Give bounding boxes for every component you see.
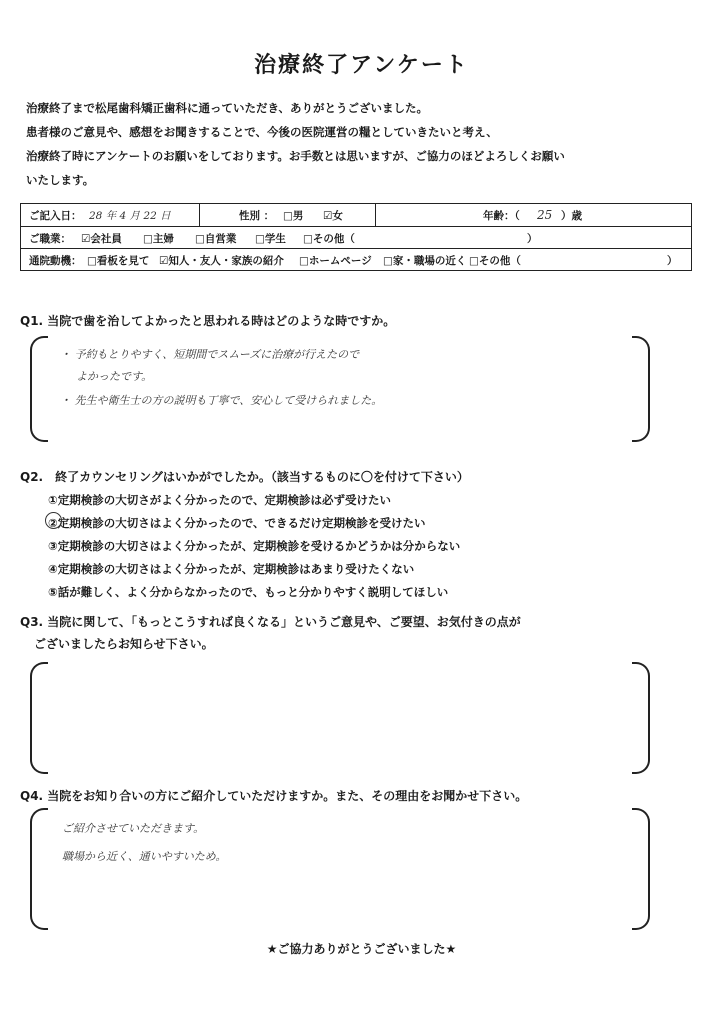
q4-answer-line-2[interactable]: 職場から近く、通いやすいため。 (62, 850, 227, 863)
q1-bracket-right (632, 336, 650, 442)
q2-selected-circle (45, 512, 62, 529)
q1-question: Q1. 当院で歯を治してよかったと思われる時はどのような時ですか。 (20, 314, 396, 328)
q2-question: Q2. 終了カウンセリングはいかがでしたか。（該当するものに〇を付けて下さい） (20, 470, 469, 484)
job-label: ご職業： (29, 232, 71, 245)
q3-bracket-left (30, 662, 48, 774)
q2-option-4[interactable]: ④定期検診の大切さはよく分かったが、定期検診はあまり受けたくない (48, 562, 415, 576)
age-suffix: ）歳 (561, 209, 582, 222)
q4-bracket-right (632, 808, 650, 930)
date-label: ご記入日： (29, 209, 82, 222)
age-value[interactable]: 25 (537, 208, 553, 222)
patient-info-table (20, 203, 692, 271)
motive-option-referral[interactable]: ☑知人・友人・家族の紹介 (159, 254, 284, 267)
intro-line-4: いたします。 (26, 173, 95, 187)
info-row-date (21, 204, 691, 226)
job-option-student[interactable]: □学生 (255, 232, 286, 245)
job-option-housewife[interactable]: □主婦 (143, 232, 174, 245)
motive-option-other[interactable]: □その他（ (469, 254, 521, 267)
q3-bracket-right (632, 662, 650, 774)
job-option-company[interactable]: ☑会社員 (81, 232, 122, 245)
divider (199, 204, 200, 226)
q2-option-1[interactable]: ①定期検診の大切さがよく分かったので、定期検診は必ず受けたい (48, 493, 392, 507)
footer-thanks: ★ご協力ありがとうございました★ (266, 942, 457, 956)
q4-bracket-left (30, 808, 48, 930)
date-value[interactable]: 28 年 4 月 22 日 (89, 209, 171, 222)
q2-option-2[interactable]: ②定期検診の大切さはよく分かったので、できるだけ定期検診を受けたい (48, 516, 426, 530)
q1-answer-line-2[interactable]: よかったです。 (76, 370, 153, 383)
q1-bracket-left (30, 336, 48, 442)
info-row-motive (21, 248, 691, 271)
q3-answer-area[interactable] (52, 666, 628, 768)
q3-question-line-1: Q3. 当院に関して、「もっとこうすれば良くなる」というご意見や、ご要望、お気付きの点が (20, 615, 521, 629)
motive-option-homepage[interactable]: □ホームページ (299, 254, 372, 267)
q3-question-line-2: ございましたらお知らせ下さい。 (34, 637, 214, 651)
job-option-selfemployed[interactable]: □自営業 (195, 232, 237, 245)
motive-label: 通院動機： (29, 254, 82, 267)
q4-question: Q4. 当院をお知り合いの方にご紹介していただけますか。また、その理由をお聞かせ下さい。 (20, 789, 528, 803)
gender-label: 性別 ： (239, 209, 275, 222)
gender-female-checkbox[interactable]: ☑女 (323, 209, 343, 222)
q4-answer-line-1[interactable]: ご紹介させていただきます。 (62, 822, 205, 835)
q1-answer-line-1[interactable]: ・ 予約もとりやすく、短期間でスムーズに治療が行えたので (60, 348, 360, 361)
age-label: 年齢：（ (483, 209, 520, 222)
gender-male-checkbox[interactable]: □男 (283, 209, 304, 222)
q1-answer-line-3[interactable]: ・ 先生や衛生士の方の説明も丁寧で、安心して受けられました。 (60, 394, 383, 407)
motive-option-nearby[interactable]: □家・職場の近く (383, 254, 467, 267)
q2-option-3[interactable]: ③定期検診の大切さはよく分かったが、定期検診を受けるかどうかは分からない (48, 539, 461, 553)
job-other-close: ） (527, 232, 538, 245)
divider (375, 204, 376, 226)
intro-line-2: 患者様のご意見や、感想をお聞きすることで、今後の医院運営の糧としていきたいと考え、 (26, 125, 498, 139)
motive-other-close: ） (667, 254, 678, 267)
info-row-job (21, 226, 691, 249)
job-option-other[interactable]: □その他（ (303, 232, 355, 245)
q2-option-5[interactable]: ⑤話が難しく、よく分からなかったので、もっと分かりやすく説明してほしい (48, 585, 449, 599)
intro-line-3: 治療終了時にアンケートのお願いをしております。お手数とは思いますが、ご協力のほどよろしくお願い (26, 149, 565, 163)
intro-line-1: 治療終了まで松尾歯科矯正歯科に通っていただき、ありがとうございました。 (26, 101, 429, 115)
motive-option-signboard[interactable]: □看板を見て (87, 254, 150, 267)
page-title: 治療終了アンケート (254, 53, 469, 78)
